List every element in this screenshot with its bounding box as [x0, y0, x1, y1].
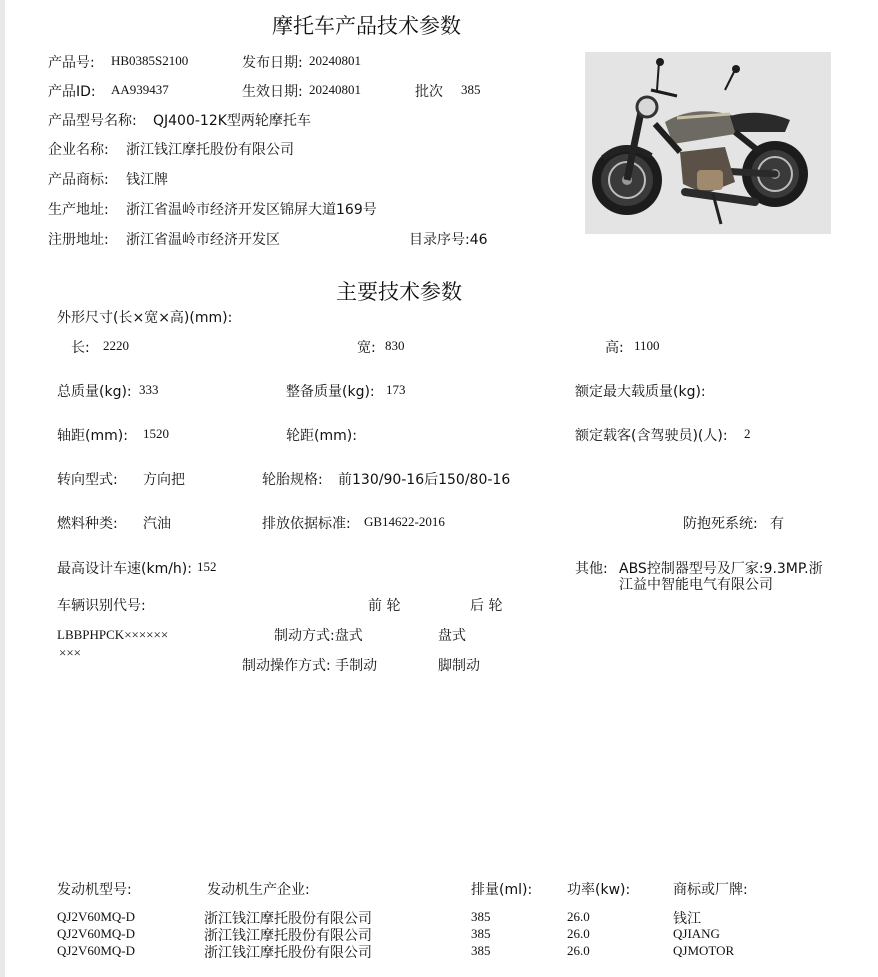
rated-passengers-value: 2	[744, 426, 751, 441]
engine-manufacturer: 浙江钱江摩托股份有限公司	[204, 911, 372, 927]
effective-date-label: 生效日期:	[242, 84, 303, 100]
effective-date: 20240801	[309, 82, 361, 97]
engine-brand: QJIANG	[673, 926, 720, 941]
other-label: 其他:	[575, 561, 608, 577]
vin-line-1: LBBPHPCK××××××	[57, 627, 169, 642]
engine-model: QJ2V60MQ-D	[57, 926, 135, 941]
document-title: 摩托车产品技术参数	[272, 14, 461, 38]
steering-label: 转向型式:	[57, 472, 118, 488]
motorcycle-photo	[585, 52, 831, 234]
production-address-label: 生产地址:	[48, 202, 109, 218]
wheelbase-value: 1520	[143, 426, 169, 441]
product-id-label: 产品ID:	[48, 84, 96, 100]
max-speed-value: 152	[197, 559, 217, 574]
fuel-value: 汽油	[143, 516, 171, 532]
front-wheel-label: 前 轮	[368, 598, 401, 614]
engine-brand: QJMOTOR	[673, 943, 735, 958]
product-id: AA939437	[111, 82, 169, 97]
engine-displacement: 385	[471, 943, 491, 958]
length-label: 长:	[71, 340, 90, 356]
emission-value: GB14622-2016	[364, 514, 445, 529]
engine-displacement: 385	[471, 909, 491, 924]
company-label: 企业名称:	[48, 142, 109, 158]
brake-type-rear: 盘式	[438, 628, 466, 644]
release-date-label: 发布日期:	[242, 55, 303, 71]
catalog-seq: 目录序号:46	[409, 232, 488, 248]
emission-label: 排放依据标准:	[262, 516, 351, 532]
brake-operation-front: 制动操作方式: 手制动	[242, 658, 378, 674]
brand: 钱江牌	[126, 172, 168, 188]
steering-value: 方向把	[143, 472, 185, 488]
brand-label: 产品商标:	[48, 172, 109, 188]
track-label: 轮距(mm):	[286, 428, 357, 444]
curb-mass-value: 173	[386, 382, 406, 397]
rated-load-label: 额定最大载质量(kg):	[575, 384, 706, 400]
max-speed-label: 最高设计车速(km/h):	[57, 561, 192, 577]
engine-header-model: 发动机型号:	[57, 882, 132, 898]
company: 浙江钱江摩托股份有限公司	[126, 142, 294, 158]
other-line-1: ABS控制器型号及厂家:9.3MP.浙	[619, 561, 823, 577]
engine-header-power: 功率(kw):	[567, 882, 631, 898]
product-no-label: 产品号:	[48, 55, 95, 71]
engine-brand: 钱江	[673, 911, 701, 927]
total-mass-value: 333	[139, 382, 159, 397]
tire-label: 轮胎规格:	[262, 472, 323, 488]
engine-manufacturer: 浙江钱江摩托股份有限公司	[204, 945, 372, 961]
brake-operation-rear: 脚制动	[438, 658, 480, 674]
vin-label: 车辆识别代号:	[57, 598, 146, 614]
height-value: 1100	[634, 338, 660, 353]
width-label: 宽:	[357, 340, 376, 356]
engine-displacement: 385	[471, 926, 491, 941]
total-mass-label: 总质量(kg):	[57, 384, 132, 400]
section-title-specs: 主要技术参数	[336, 280, 462, 304]
engine-header-displacement: 排量(ml):	[471, 882, 533, 898]
fuel-label: 燃料种类:	[57, 516, 118, 532]
registered-address-label: 注册地址:	[48, 232, 109, 248]
page-edge	[0, 0, 5, 977]
curb-mass-label: 整备质量(kg):	[286, 384, 375, 400]
engine-power: 26.0	[567, 926, 590, 941]
product-no: HB0385S2100	[111, 53, 189, 68]
width-value: 830	[385, 338, 405, 353]
dimensions-label: 外形尺寸(长×宽×高)(mm):	[57, 310, 233, 326]
height-label: 高:	[605, 340, 624, 356]
vin-line-2: ×××	[59, 645, 81, 660]
abs-value: 有	[770, 516, 784, 532]
engine-model: QJ2V60MQ-D	[57, 909, 135, 924]
registered-address: 浙江省温岭市经济开发区	[126, 232, 280, 248]
batch: 385	[461, 82, 481, 97]
engine-header-manufacturer: 发动机生产企业:	[207, 882, 310, 898]
length-value: 2220	[103, 338, 129, 353]
engine-power: 26.0	[567, 943, 590, 958]
engine-manufacturer: 浙江钱江摩托股份有限公司	[204, 928, 372, 944]
other-line-2: 江益中智能电气有限公司	[619, 577, 773, 593]
abs-label: 防抱死系统:	[683, 516, 758, 532]
rated-passengers-label: 额定载客(含驾驶员)(人):	[575, 428, 728, 444]
tire-value: 前130/90-16后150/80-16	[338, 472, 511, 488]
engine-power: 26.0	[567, 909, 590, 924]
wheelbase-label: 轴距(mm):	[57, 428, 128, 444]
engine-model: QJ2V60MQ-D	[57, 943, 135, 958]
model-name-label: 产品型号名称:	[48, 113, 137, 129]
model-name: QJ400-12K型两轮摩托车	[153, 113, 311, 129]
release-date: 20240801	[309, 53, 361, 68]
engine-header-brand: 商标或厂牌:	[673, 882, 748, 898]
brake-type-front: 制动方式:盘式	[274, 628, 363, 644]
batch-label: 批次	[415, 84, 443, 100]
production-address: 浙江省温岭市经济开发区锦屏大道169号	[126, 202, 377, 218]
rear-wheel-label: 后 轮	[470, 598, 503, 614]
